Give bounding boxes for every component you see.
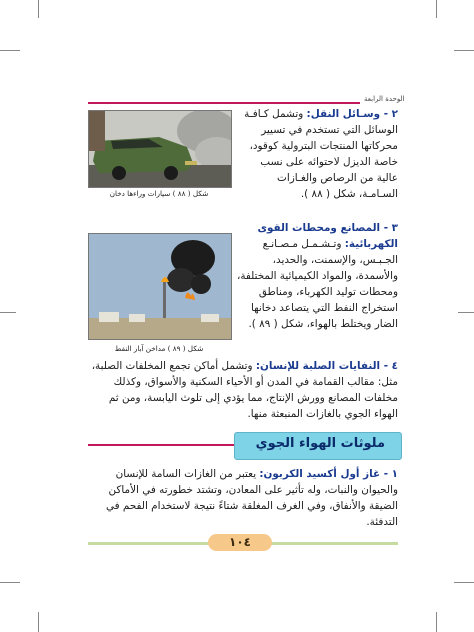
crop-mark	[436, 612, 437, 632]
section-rule	[88, 444, 234, 446]
item-heading: المصانع ومحطات القوى الكهربائية:	[257, 222, 398, 250]
item-heading: غاز أول أكسيد الكربون:	[259, 468, 381, 480]
oil-smoke-image	[89, 234, 231, 339]
item-transport	[236, 106, 398, 202]
crop-mark	[0, 312, 16, 313]
item-number: ٢ -	[380, 108, 398, 120]
item-solid-waste	[88, 358, 398, 422]
crop-mark	[436, 0, 437, 18]
unit-title: الوحدة الرابعة	[364, 95, 405, 103]
header-rule	[88, 102, 360, 104]
figure-caption: شكل ( ٨٩ ) مداخن آبار النفط	[114, 344, 204, 353]
page-number: ١٠٤	[208, 534, 272, 551]
crop-mark	[0, 582, 20, 583]
section-title: ملوثات الهواء الجوي	[255, 436, 385, 451]
figure-oil-smoke	[88, 233, 232, 340]
item-factories	[236, 220, 398, 332]
crop-mark	[0, 50, 20, 51]
crop-mark	[454, 582, 474, 583]
item-number: ٤ -	[380, 360, 398, 372]
section-banner	[234, 432, 402, 460]
item-body: وتـشـمـل مـصـانـع الجـبـس، والإسمنت، والحديد، والأسمدة، والمواد الكيميائية المختلفة، ومحطات توليد الكهرباء، ومناطق استخراج النفط التي يتصاعد دخانها الضار ويختلط بالهواء، شكل ( ٨٩ ).	[236, 238, 398, 330]
item-heading: وسـائل النقل:	[306, 108, 381, 120]
item-body: وتشمل كـافـة الوسائل التي تستخدم في تسيير محركاتها المنتجات البترولية كوقود، خاصة الديزل لاحتوائه على نسب عالية من الرصاص والغـازات السـامـة، شكل ( ٨٨ ).	[244, 108, 398, 200]
item-number: ١ -	[380, 468, 398, 480]
item-heading: النفايات الصلبة للإنسان:	[255, 360, 381, 372]
figure-cars-smoke	[88, 110, 232, 188]
page-footer	[88, 534, 398, 552]
figure-caption: شكل ( ٨٨ ) سيارات وراءها دخان	[109, 189, 209, 198]
item-body: وتشمل أماكن تجمع المخلفات الصلبة، مثل: مقالب القمامة في المدن أو الأحياء السكنية والأسواق، وكذلك مخلفات المصانع وورش الإنتاج، مما يؤدي إلى تلوث اليابسة، ومن ثم الهواء الجوي بالغازات المنبعثة منها.	[91, 360, 398, 420]
crop-mark	[454, 50, 474, 51]
item-number: ٣ -	[380, 222, 398, 234]
item-carbon-monoxide	[88, 466, 398, 530]
crop-mark	[38, 0, 39, 18]
crop-mark	[38, 612, 39, 632]
item-body: يعتبر من الغازات السامة للإنسان والحيوان والنبات، وله تأثير على المعادن، وتشتد خطورته في الأماكن الضيقة والأنفاق، وفي الغرف المغلقة شتاءً نتيجة لاستخدام الفحم في التدفئة.	[105, 468, 398, 528]
crop-mark	[458, 312, 474, 313]
cars-smoke-image	[89, 111, 231, 187]
